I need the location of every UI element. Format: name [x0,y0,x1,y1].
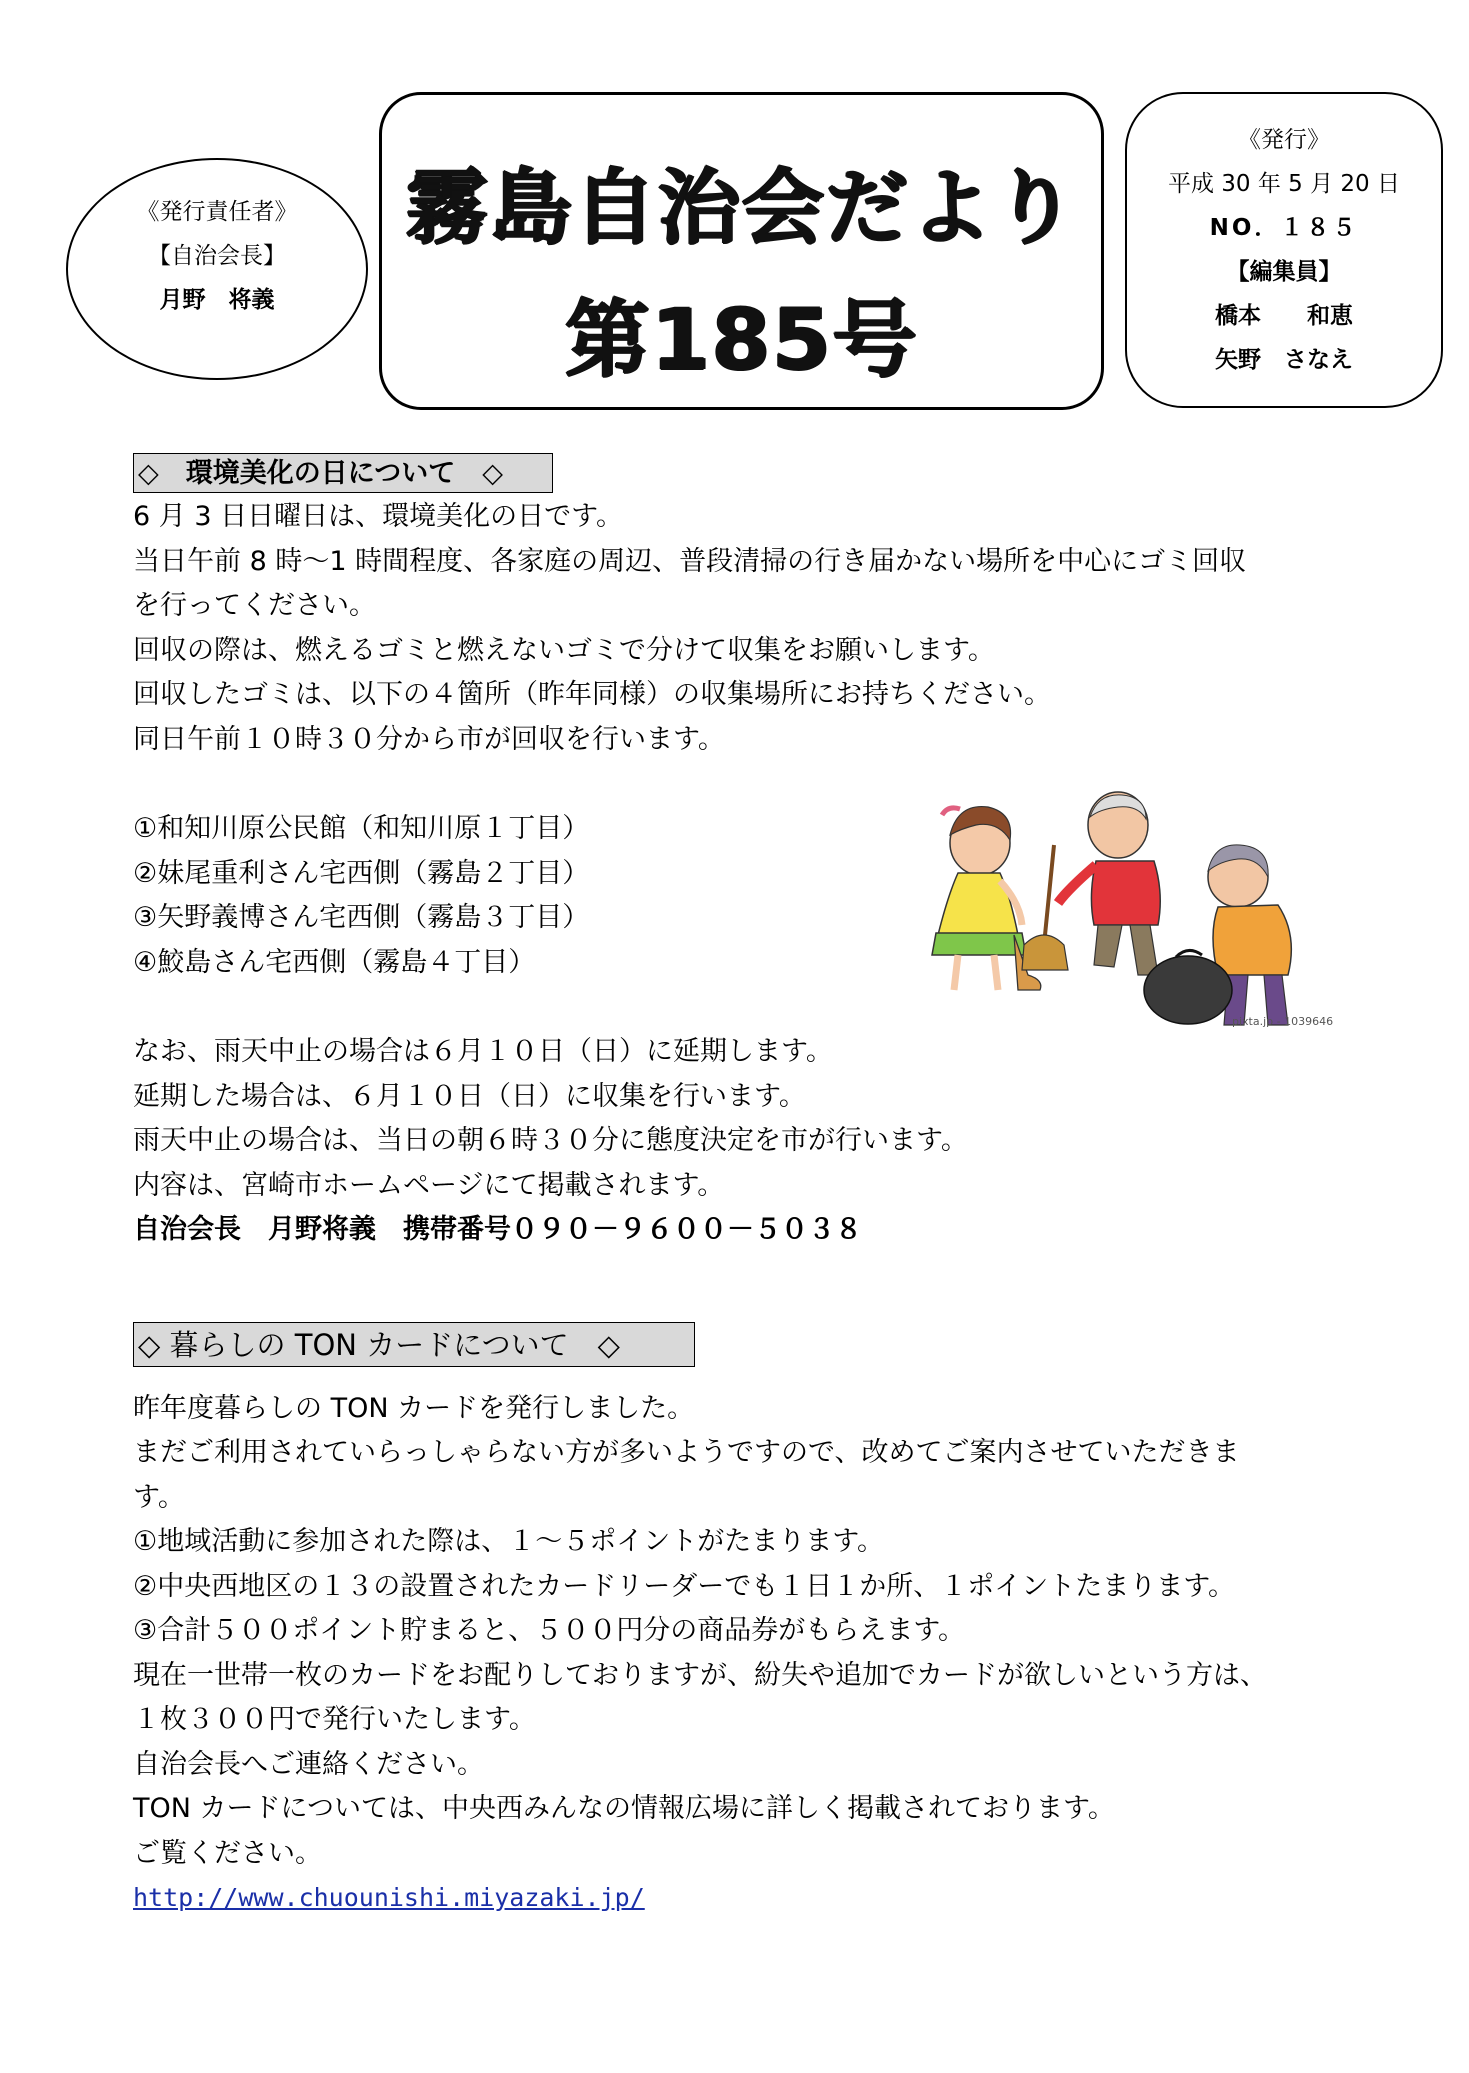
list-item: ④鮫島さん宅西側（霧島４丁目） [133,947,536,978]
text-line: 雨天中止の場合は、当日の朝６時３０分に態度決定を市が行います。 [133,1125,968,1156]
text-line: 同日午前１０時３０分から市が回収を行います。 [133,724,725,755]
publisher-label: 《発行責任者》 [136,199,298,225]
text-line: 延期した場合は、６月１０日（日）に収集を行います。 [133,1081,806,1112]
issue-number-title: 第185号 [564,291,919,389]
contact-line: 自治会長 月野将義 携帯番号０９０－９６００－５０３８ [133,1214,862,1245]
newsletter-title-box [379,92,1104,410]
issue-info-box [1125,92,1443,408]
cleanup-illustration [918,785,1378,1030]
text-line: １枚３００円で発行いたします。 [133,1704,536,1735]
text-line: 昨年度暮らしの TON カードを発行しました。 [133,1393,695,1424]
text-line: 回収したゴミは、以下の４箇所（昨年同様）の収集場所にお持ちください。 [133,679,1051,710]
text-line: なお、雨天中止の場合は６月１０日（日）に延期します。 [133,1036,833,1067]
text-line: 当日午前 8 時～1 時間程度、各家庭の周辺、普段清掃の行き届かない場所を中心にゴミ回収 [133,546,1247,577]
image-credit: pixta.jp - 1039646 [1232,1015,1334,1028]
text-line: TON カードについては、中央西みんなの情報広場に詳しく掲載されております。 [133,1793,1115,1824]
text-line: 自治会長へご連絡ください。 [133,1749,484,1780]
text-line: ①地域活動に参加された際は、１～５ポイントがたまります。 [133,1526,885,1557]
website-link[interactable]: http://www.chuounishi.miyazaki.jp/ [133,1883,645,1912]
text-line: ③合計５００ポイント貯まると、５００円分の商品券がもらえます。 [133,1615,966,1646]
text-line: 内容は、宮崎市ホームページにて掲載されます。 [133,1170,725,1201]
list-item: ③矢野義博さん宅西側（霧島３丁目） [133,902,590,933]
text-line: を行ってください。 [133,590,376,621]
publisher-name: 月野 将義 [159,287,275,313]
publisher-role: 【自治会長】 [148,243,286,269]
section-heading-ton-card: ◇ 暮らしの TON カードについて ◇ [133,1322,695,1367]
issue-date: 平成 30 年 5 月 20 日 [1167,171,1401,197]
text-line: 回収の際は、燃えるゴミと燃えないゴミで分けて収集をお願いします。 [133,635,995,666]
section-heading-environment: ◇ 環境美化の日について ◇ [133,453,553,493]
issue-label: 《発行》 [1238,127,1330,153]
publisher-ellipse [66,158,368,380]
text-line: 現在一世帯一枚のカードをお配りしておりますが、紛失や追加でカードが欲しいという方は、 [133,1660,1267,1691]
text-line: ②中央西地区の１３の設置されたカードリーダーでも１日１か所、１ポイントたまります。 [133,1571,1236,1602]
text-line: まだご利用されていらっしゃらない方が多いようですので、改めてご案内させていただきま [133,1437,1240,1468]
text-line: ご覧ください。 [133,1838,322,1869]
text-line: す。 [133,1482,185,1513]
editors-label: 【編集員】 [1226,259,1342,285]
newsletter-title: 霧島自治会だより [405,161,1078,256]
text-line: 6 月 3 日日曜日は、環境美化の日です。 [133,501,623,532]
editor-2: 矢野 さなえ [1215,347,1353,373]
editor-1: 橋本 和恵 [1215,303,1353,329]
issue-no: NO．１８５ [1209,215,1359,241]
list-item: ②妹尾重利さん宅西側（霧島２丁目） [133,858,590,889]
list-item: ①和知川原公民館（和知川原１丁目） [133,813,590,844]
